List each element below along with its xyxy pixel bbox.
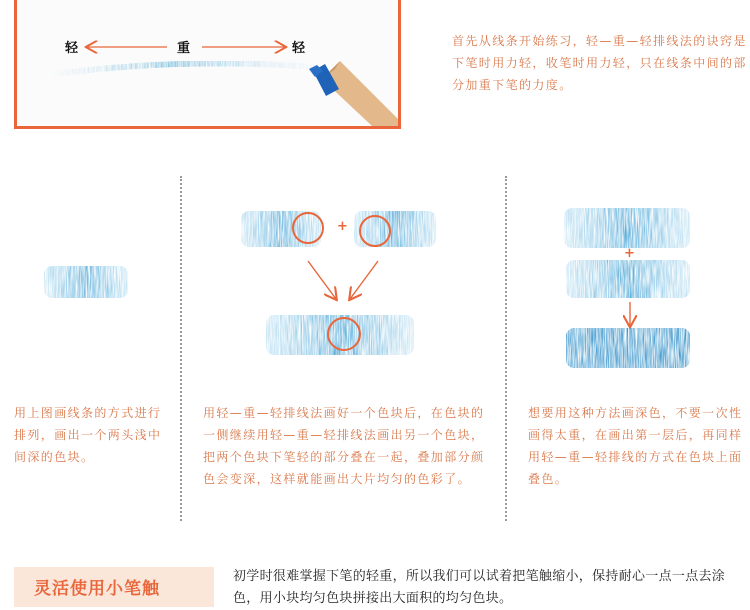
swatch-result-deep: [566, 328, 690, 368]
caption-col-2: 用轻—重—轻排线法画好一个色块后，在色块的一侧继续用轻—重—轻排线法画出另一个色块，把两个色块下笔轻的部分叠在一起，叠加部分颜色会变深，这样就能画出大片均匀的色彩了。: [203, 406, 485, 486]
arrow-down-right: [350, 261, 378, 299]
label-light-right: 轻: [292, 41, 306, 56]
pencil-icon: [309, 61, 398, 126]
gradient-stroke-line: [47, 63, 317, 75]
top-caption: 首先从线条开始练习，轻—重—轻排线法的诀窍是下笔时用力轻，收笔时用力轻，只在线条中间的部分加重下笔的力度。: [452, 34, 747, 92]
plus-sign-1: +: [337, 219, 348, 234]
divider-2: [505, 176, 507, 521]
section-title: 灵活使用小笔触: [34, 579, 160, 599]
label-light-left: 轻: [65, 41, 79, 56]
label-heavy-center: 重: [177, 41, 191, 56]
plus-sign-2: +: [624, 246, 635, 261]
pencil-demo-drawing: [17, 0, 398, 126]
pencil-demo-photo: [14, 0, 401, 129]
layering-diagram: [562, 206, 692, 371]
overlap-diagram: [236, 203, 426, 363]
caption-col-3: 想要用这种方法画深色，不要一次性画得太重，在画出第一层后，再同样用轻—重—轻排线的方式在色块上面叠色。: [528, 406, 743, 486]
divider-1: [180, 176, 182, 521]
arrow-down-left: [308, 261, 336, 299]
section-body-text: 初学时很难掌握下笔的轻重，所以我们可以试着把笔触缩小，保持耐心一点一点去涂色，用小块均匀色块拼接出大面积的均匀色块。: [233, 569, 726, 606]
swatch-right: [354, 211, 436, 247]
caption-col-1: 用上图画线条的方式进行排列，画出一个两头浅中间深的色块。: [14, 406, 162, 464]
swatch-layer-1: [564, 208, 690, 248]
section-title-badge: [14, 567, 214, 607]
swatch-single: [44, 262, 128, 302]
swatch-layer-2: [566, 260, 690, 298]
swatch-left: [241, 211, 321, 247]
